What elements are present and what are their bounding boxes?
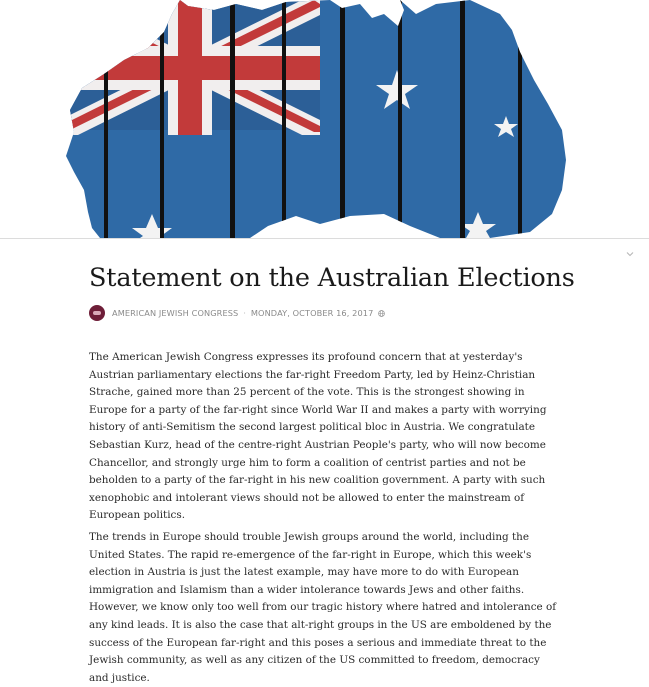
author-avatar[interactable] <box>89 305 105 321</box>
hero-image <box>0 0 649 238</box>
author-name[interactable]: AMERICAN JEWISH CONGRESS <box>112 308 239 318</box>
article-title: Statement on the Australian Elections <box>89 263 575 293</box>
australia-flag-map-illustration <box>0 0 649 238</box>
article-paragraph: The American Jewish Congress expresses its profound concern that at yesterday's Austrian parliamentary elections the far-right Freedom Party, led by Heinz-Christian Strache, gained more than 25 percent of the vote. This is the strongest showing in Europe for a party of the far-right since World War II and makes a party with worrying history of anti-Semitism the second largest political bloc in Austria. We congratulate Sebastian Kurz, head of the centre-right Austrian People's party, who will now become Chancellor, and strongly urge him to form a coalition of centrist parties and not be beholden to a party of the far-right in his new coalition government. A party with such xenophobic and intolerant views should not be allowed to enter the mainstream of European politics. <box>89 351 547 522</box>
byline-separator: · <box>243 308 246 318</box>
article-paragraph: The trends in Europe should trouble Jewish groups around the world, including the United States. The rapid re-emergence of the far-right in Europe, which this week's election in Austria is just the latest example, may have more to do with European immigration and Islamism than a wider intolerance towards Jews and other faiths. However, we know only too well from our tragic history where hatred and intolerance of any kind leads. It is also the case that alt-right groups in the US are emboldened by the success of the European far-right and this poses a serious and immediate threat to the Jewish community, as well as any citizen of the US committed to freedom, democracy and justice. <box>89 531 557 684</box>
publish-date: MONDAY, OCTOBER 16, 2017 <box>250 308 374 318</box>
article-byline <box>89 305 385 321</box>
hero-divider <box>0 238 649 239</box>
globe-icon <box>378 310 385 317</box>
chevron-down-icon[interactable] <box>625 249 635 259</box>
